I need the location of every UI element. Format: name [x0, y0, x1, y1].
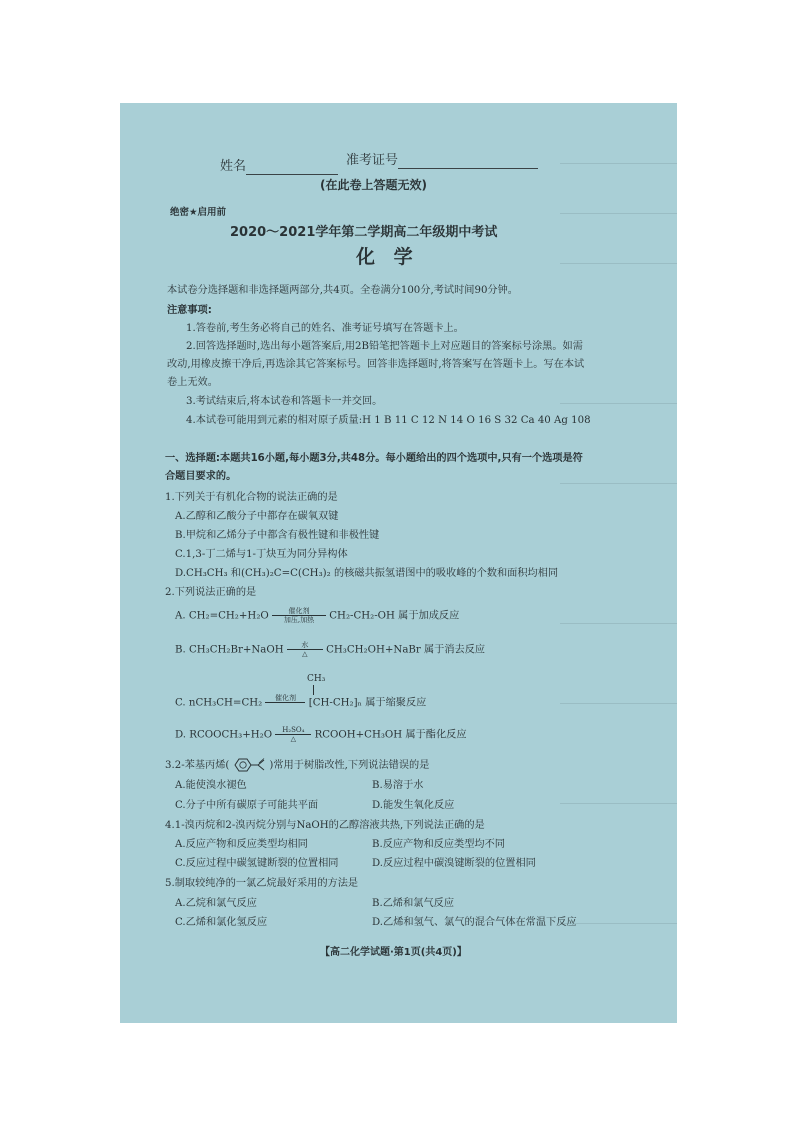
- equation-reactants: D. RCOOCH₃+H₂O: [175, 729, 273, 741]
- exam-paper: [120, 103, 677, 1023]
- reaction-arrow: [275, 726, 311, 743]
- methyl-substituent: CH₃: [307, 674, 326, 684]
- bleed-through-line: [560, 483, 677, 484]
- question-5-option-a: A.乙烷和氯气反应: [175, 898, 257, 909]
- note-item: 卷上无效。: [167, 377, 218, 388]
- question-1-option-a: A.乙醇和乙酸分子中都存在碳氧双键: [175, 511, 339, 522]
- bleed-through-line: [560, 703, 677, 704]
- notes-heading: 注意事项:: [167, 305, 212, 316]
- bleed-through-line: [560, 623, 677, 624]
- equation-reactants: B. CH₃CH₂Br+NaOH: [175, 644, 284, 656]
- question-2-option-c: [175, 694, 426, 711]
- equation-reactants: C. nCH₃CH=CH₂: [175, 697, 263, 709]
- equation-products: RCOOH+CH₃OH 属于酯化反应: [314, 729, 467, 741]
- question-5-option-b: B.乙烯和氯气反应: [372, 898, 455, 909]
- question-4-option-b: B.反应产物和反应类型均不同: [372, 839, 505, 850]
- question-3-option-a: A.能使溴水褪色: [175, 780, 247, 791]
- 2-phenylpropene-structure-icon: [229, 758, 269, 772]
- question-1-stem: 1.下列关于有机化合物的说法正确的是: [165, 492, 338, 503]
- bleed-through-line: [560, 803, 677, 804]
- intro-text: 本试卷分选择题和非选择题两部分,共4页。全卷满分100分,考试时间90分钟。: [167, 285, 518, 296]
- secret-mark: 绝密★启用前: [170, 207, 227, 218]
- arrow-condition-top: 催化剂: [288, 607, 310, 615]
- question-5-option-c: C.乙烯和氯化氢反应: [175, 917, 268, 928]
- arrow-condition-bottom: △: [302, 650, 308, 658]
- note-item: 1.答卷前,考生务必将自己的姓名、准考证号填写在答题卡上。: [186, 323, 464, 334]
- equation-products: [CH-CH₂]ₙ 属于缩聚反应: [308, 697, 427, 709]
- exam-id-blank: [398, 153, 538, 169]
- section-heading-cont: 合题目要求的。: [165, 471, 237, 482]
- name-field: [220, 155, 338, 175]
- page-footer: 【高二化学试题·第1页(共4页)】: [320, 947, 467, 958]
- question-2-option-b: [175, 641, 485, 658]
- reaction-arrow: [287, 641, 323, 658]
- note-item: 4.本试卷可能用到元素的相对原子质量:H 1 B 11 C 12 N 14 O 16 S 32 Ca 40 Ag 108: [186, 415, 591, 426]
- arrow-condition-bottom: 加压,加热: [283, 616, 315, 624]
- bleed-through-line: [560, 923, 677, 924]
- subject-title: 化 学: [356, 246, 419, 268]
- question-2-stem: 2.下列说法正确的是: [165, 587, 257, 598]
- question-5-option-d: D.乙烯和氢气、氯气的混合气体在常温下反应: [372, 917, 577, 928]
- note-item: 3.考试结束后,将本试卷和答题卡一并交回。: [186, 396, 383, 407]
- question-5-stem: 5.制取较纯净的一氯乙烷最好采用的方法是: [165, 878, 359, 889]
- question-3-option-d: D.能发生氧化反应: [372, 800, 455, 811]
- question-4-stem: 4.1-溴丙烷和2-溴丙烷分别与NaOH的乙醇溶液共热,下列说法正确的是: [165, 820, 485, 831]
- question-1-option-c: C.1,3-丁二烯与1-丁炔互为同分异构体: [175, 549, 348, 560]
- exam-title: 2020～2021学年第二学期高二年级期中考试: [230, 225, 498, 240]
- note-item: 2.回答选择题时,选出每小题答案后,用2B铅笔把答题卡上对应题目的答案标号涂黑。如需: [186, 341, 583, 352]
- equation-products: CH₃CH₂OH+NaBr 属于消去反应: [326, 644, 486, 656]
- question-3-stem-start: 3.2-苯基丙烯(: [165, 760, 230, 771]
- question-2-option-a: [175, 607, 459, 624]
- question-4-option-c: C.反应过程中碳氢键断裂的位置相同: [175, 858, 339, 869]
- bleed-through-line: [560, 403, 677, 404]
- section-heading: 一、选择题:本题共16小题,每小题3分,共48分。每小题给出的四个选项中,只有一个选项是符: [165, 453, 583, 464]
- exam-id-label: 准考证号: [346, 153, 399, 168]
- question-3-stem-end: )常用于树脂改性,下列说法错误的是: [269, 760, 430, 771]
- question-2-option-d: [175, 726, 467, 743]
- invalid-note: (在此卷上答题无效): [320, 178, 427, 192]
- question-4-option-d: D.反应过程中碳溴键断裂的位置相同: [372, 858, 536, 869]
- question-3-stem: [165, 758, 429, 773]
- question-1-option-b: B.甲烷和乙烯分子中都含有极性键和非极性键: [175, 530, 380, 541]
- question-3-option-c: C.分子中所有碳原子可能共平面: [175, 800, 319, 811]
- bleed-through-line: [560, 213, 677, 214]
- note-item: 改动,用橡皮擦干净后,再选涂其它答案标号。回答非选择题时,将答案写在答题卡上。写在本试: [167, 359, 585, 370]
- arrow-condition-top: 水: [301, 641, 309, 649]
- arrow-condition-bottom: △: [290, 735, 297, 743]
- name-blank: [246, 159, 338, 175]
- reaction-arrow: [272, 607, 326, 624]
- reaction-arrow: [265, 694, 305, 711]
- question-4-option-a: A.反应产物和反应类型均相同: [175, 839, 308, 850]
- equation-reactants: A. CH₂=CH₂+H₂O: [175, 610, 269, 622]
- question-3-option-b: B.易溶于水: [372, 780, 424, 791]
- name-label: 姓名: [220, 159, 247, 174]
- question-1-option-d: D.CH₃CH₃ 和(CH₃)₂C=C(CH₃)₂ 的核磁共振氢谱图中的吸收峰的个数和面积均相同: [175, 568, 559, 579]
- equation-products: CH₂-CH₂-OH 属于加成反应: [329, 610, 460, 622]
- exam-id-field: [346, 149, 538, 169]
- bleed-through-line: [560, 163, 677, 164]
- arrow-condition-top: 催化剂: [274, 694, 296, 702]
- arrow-condition-top: H₂SO₄: [282, 726, 305, 734]
- bleed-through-line: [560, 263, 677, 264]
